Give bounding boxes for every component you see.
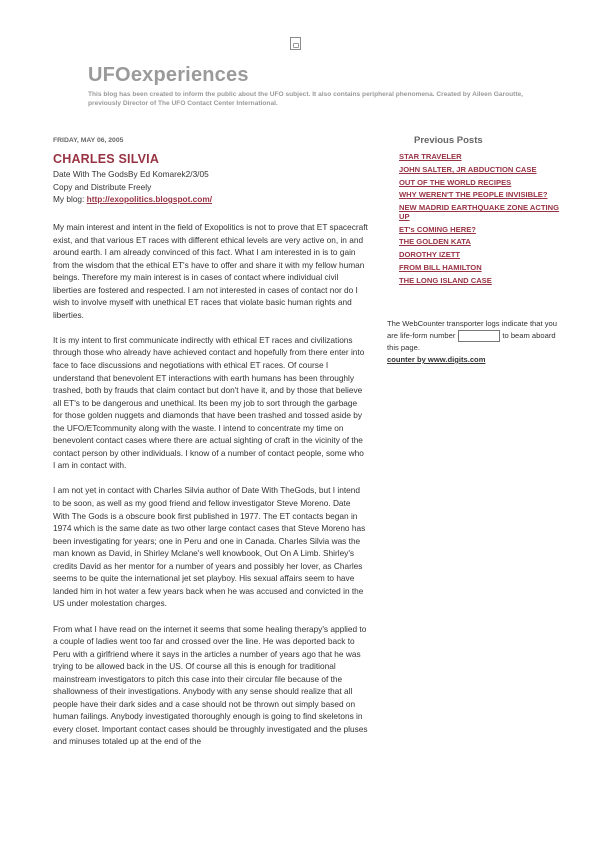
- post-body: [53, 221, 368, 761]
- previous-post-item: [399, 153, 564, 162]
- previous-post-link[interactable]: FROM BILL HAMILTON: [399, 262, 482, 272]
- post-blog-line: [53, 193, 212, 206]
- web-counter: [387, 318, 567, 366]
- previous-post-item: [399, 264, 564, 273]
- blog-label: My blog:: [53, 194, 87, 204]
- post-copy-notice: Copy and Distribute Freely: [53, 181, 152, 192]
- previous-posts-heading: Previous Posts: [414, 135, 483, 146]
- previous-post-link[interactable]: WHY WEREN'T THE PEOPLE INVISIBLE?: [399, 190, 548, 200]
- blog-title[interactable]: UFOexperiences: [88, 64, 249, 86]
- counter-text-after: to beam aboard this page.: [387, 331, 556, 352]
- previous-post-link[interactable]: ET's COMING HERE?: [399, 224, 476, 234]
- broken-image-icon: [290, 37, 301, 50]
- previous-posts-list: [399, 153, 564, 289]
- previous-post-item: [399, 251, 564, 260]
- previous-post-item: [399, 226, 564, 235]
- previous-post-item: [399, 191, 564, 200]
- post-paragraph: I am not yet in contact with Charles Silvia author of Date With TheGods, but I intend to be soon, as well as my good friend and fellow investigator Steve Moreno. Date With The Gods is a obscure book first published in 1977. The ET contacts began in 1974 which is the same date as two other large contact cases that Steve Moreno has been investigating for years; one in Peru and one in Canada. Charles Silvia was the man known as David, in Shirley Mclane's well knowbook, Out On A Limb. Shirley's credits David as her mentor for a number of years and possibly her lover, as Charles seems to be quite the international jet set playboy. His sexual affairs seem to have landed him in hot water a few years back when he was accused and convicted in the US under molestation charges.: [53, 485, 366, 609]
- previous-post-item: [399, 238, 564, 247]
- previous-post-link[interactable]: NEW MADRID EARTHQUAKE ZONE ACTING UP: [399, 203, 560, 221]
- previous-post-link[interactable]: OUT OF THE WORLD RECIPES: [399, 177, 512, 187]
- previous-post-item: [399, 277, 564, 286]
- post-paragraph: From what I have read on the internet it seems that some healing therapy's applied to a couple of ladies went too far and crossed over the line. He was deported back to Peru with a girlfriend where it says in the articles a number of years ago that he was trying to be allowed back in the US. Of course all this is enough for traditional mainstream investigators to pitch this case into their circular file because of the shallowness of their investigations. Anybody with any sense should realize that all people have their dark sides and a case should not be thrown out simply based on human failings. Anybody investigated thoroughly enough is going to find skeletons in every closet. Important contact cases should be throughly investigated and the pluses and minuses totaled up at the end of the: [53, 623, 368, 747]
- counter-text-before: The WebCounter transporter logs indicate that you are life-form number: [387, 319, 557, 340]
- post-meta: [53, 168, 212, 206]
- post-paragraph: It is my intent to first communicate indirectly with ethical ET races and civilizations through those who already have achieved contact and hopefully from there enter into face to face discussions and negotiations with ethical ET races. Of course I understand that benevolent ET interactions with earth humans has been throughly trashed, both by frauds that claim contact but don't have it, and by those that believe all ET's to be dangerous and unethical. Its been my job to sort through the garbage for those golden nuggets and diamonds that have been trashed and tossed aside by the UFO/ETcommunity along with the waste. I intend to concentrate my time on benevolent contact cases where there are actual sighting of craft in the vicinity of the contact person by other individuals. I know of a number of contact people, some who I am in contact with.: [53, 334, 365, 471]
- counter-image-placeholder[interactable]: [458, 330, 500, 342]
- post-date: FRIDAY, MAY 06, 2005: [53, 137, 124, 144]
- counter-credit-link[interactable]: counter by www.digits.com: [387, 355, 486, 364]
- previous-post-link[interactable]: THE GOLDEN KATA: [399, 237, 471, 247]
- post-byline: Date With The GodsBy Ed Komarek2/3/05: [53, 169, 209, 179]
- previous-post-item: [399, 166, 564, 175]
- previous-post-link[interactable]: STAR TRAVELER: [399, 152, 462, 161]
- exopolitics-blog-link[interactable]: http://exopolitics.blogspot.com/: [86, 194, 213, 204]
- previous-post-link[interactable]: THE LONG ISLAND CASE: [399, 275, 492, 285]
- blog-description: This blog has been created to inform the public about the UFO subject. It also contains peripheral phenomena. Created by Aileen Garoutte, previously Director of The UFO Contact Center International.: [88, 91, 524, 107]
- post-paragraph: My main interest and intent in the field of Exopolitics is not to prove that ET spacecraft exist, and that various ET races with different ethical levels are very active on, in and around earth. I am already convinced of this fact. What I am interested in is to gain from the wisdom that the ethical ET's have to offer and share it with my fellow human beings. Therefore my main interest is in cases of contact where individual civil liberties are fostered and respected. I am not interested in cases of contact nor do I wish to involve myself with unethical ET races that violate basic human rights and liberties.: [53, 222, 368, 320]
- post-title[interactable]: CHARLES SILVIA: [53, 152, 160, 166]
- previous-post-link[interactable]: DOROTHY IZETT: [399, 250, 461, 260]
- previous-post-link[interactable]: JOHN SALTER, JR ABDUCTION CASE: [399, 164, 537, 174]
- previous-post-item: [399, 179, 564, 188]
- previous-post-item: [399, 204, 564, 221]
